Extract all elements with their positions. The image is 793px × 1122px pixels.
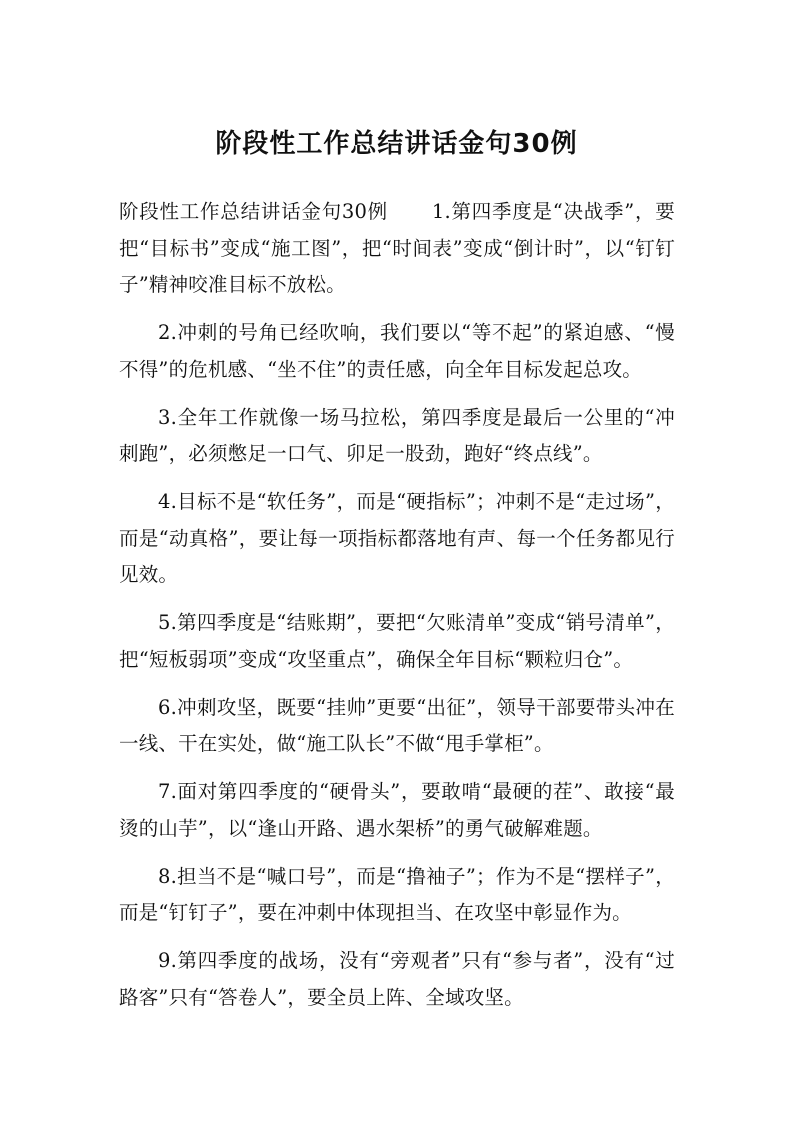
paragraph-7: 7.面对第四季度的“硬骨头”，要敢啃“最硬的茬”、敢接“最烫的山芋”，以“逢山开路、遇水架桥”的勇气破解难题。 (119, 780, 675, 840)
paragraph-4: 4.目标不是“软任务”，而是“硬指标”；冲刺不是“走过场”，而是“动真格”，要让每一项指标都落地有声、每一个任务都见行见效。 (119, 490, 675, 586)
paragraph-6: 6.冲刺攻坚，既要“挂帅”更要“出征”，领导干部要带头冲在一线、干在实处，做“施工队长”不做“甩手掌柜”。 (119, 695, 675, 755)
intro-label: 阶段性工作总结讲话金句30例 (119, 200, 388, 223)
paragraph-5: 5.第四季度是“结账期”，要把“欠账清单”变成“销号清单”，把“短板弱项”变成“攻坚重点”，确保全年目标“颗粒归仓”。 (119, 611, 675, 671)
paragraph-8: 8.担当不是“喊口号”，而是“撸袖子”；作为不是“摆样子”，而是“钉钉子”，要在冲刺中体现担当、在攻坚中彰显作为。 (119, 864, 675, 924)
document-body (119, 194, 675, 1028)
paragraph-1-text: 1.第四季度是“决战季”，要把“目标书”变成“施工图”，把“时间表”变成“倒计时”，以“钉钉子”精神咬准目标不放松。 (119, 200, 675, 296)
paragraph-2: 2.冲刺的号角已经吹响，我们要以“等不起”的紧迫感、“慢不得”的危机感、“坐不住”的责任感，向全年目标发起总攻。 (119, 321, 675, 381)
document-title: 阶段性工作总结讲话金句30例 (215, 129, 578, 159)
paragraph-9: 9.第四季度的战场，没有“旁观者”只有“参与者”，没有“过路客”只有“答卷人”，要全员上阵、全域攻坚。 (119, 949, 675, 1009)
paragraph-3: 3.全年工作就像一场马拉松，第四季度是最后一公里的“冲刺跑”，必须憋足一口气、卯足一股劲，跑好“终点线”。 (119, 405, 675, 465)
paragraph-1 (119, 194, 675, 304)
